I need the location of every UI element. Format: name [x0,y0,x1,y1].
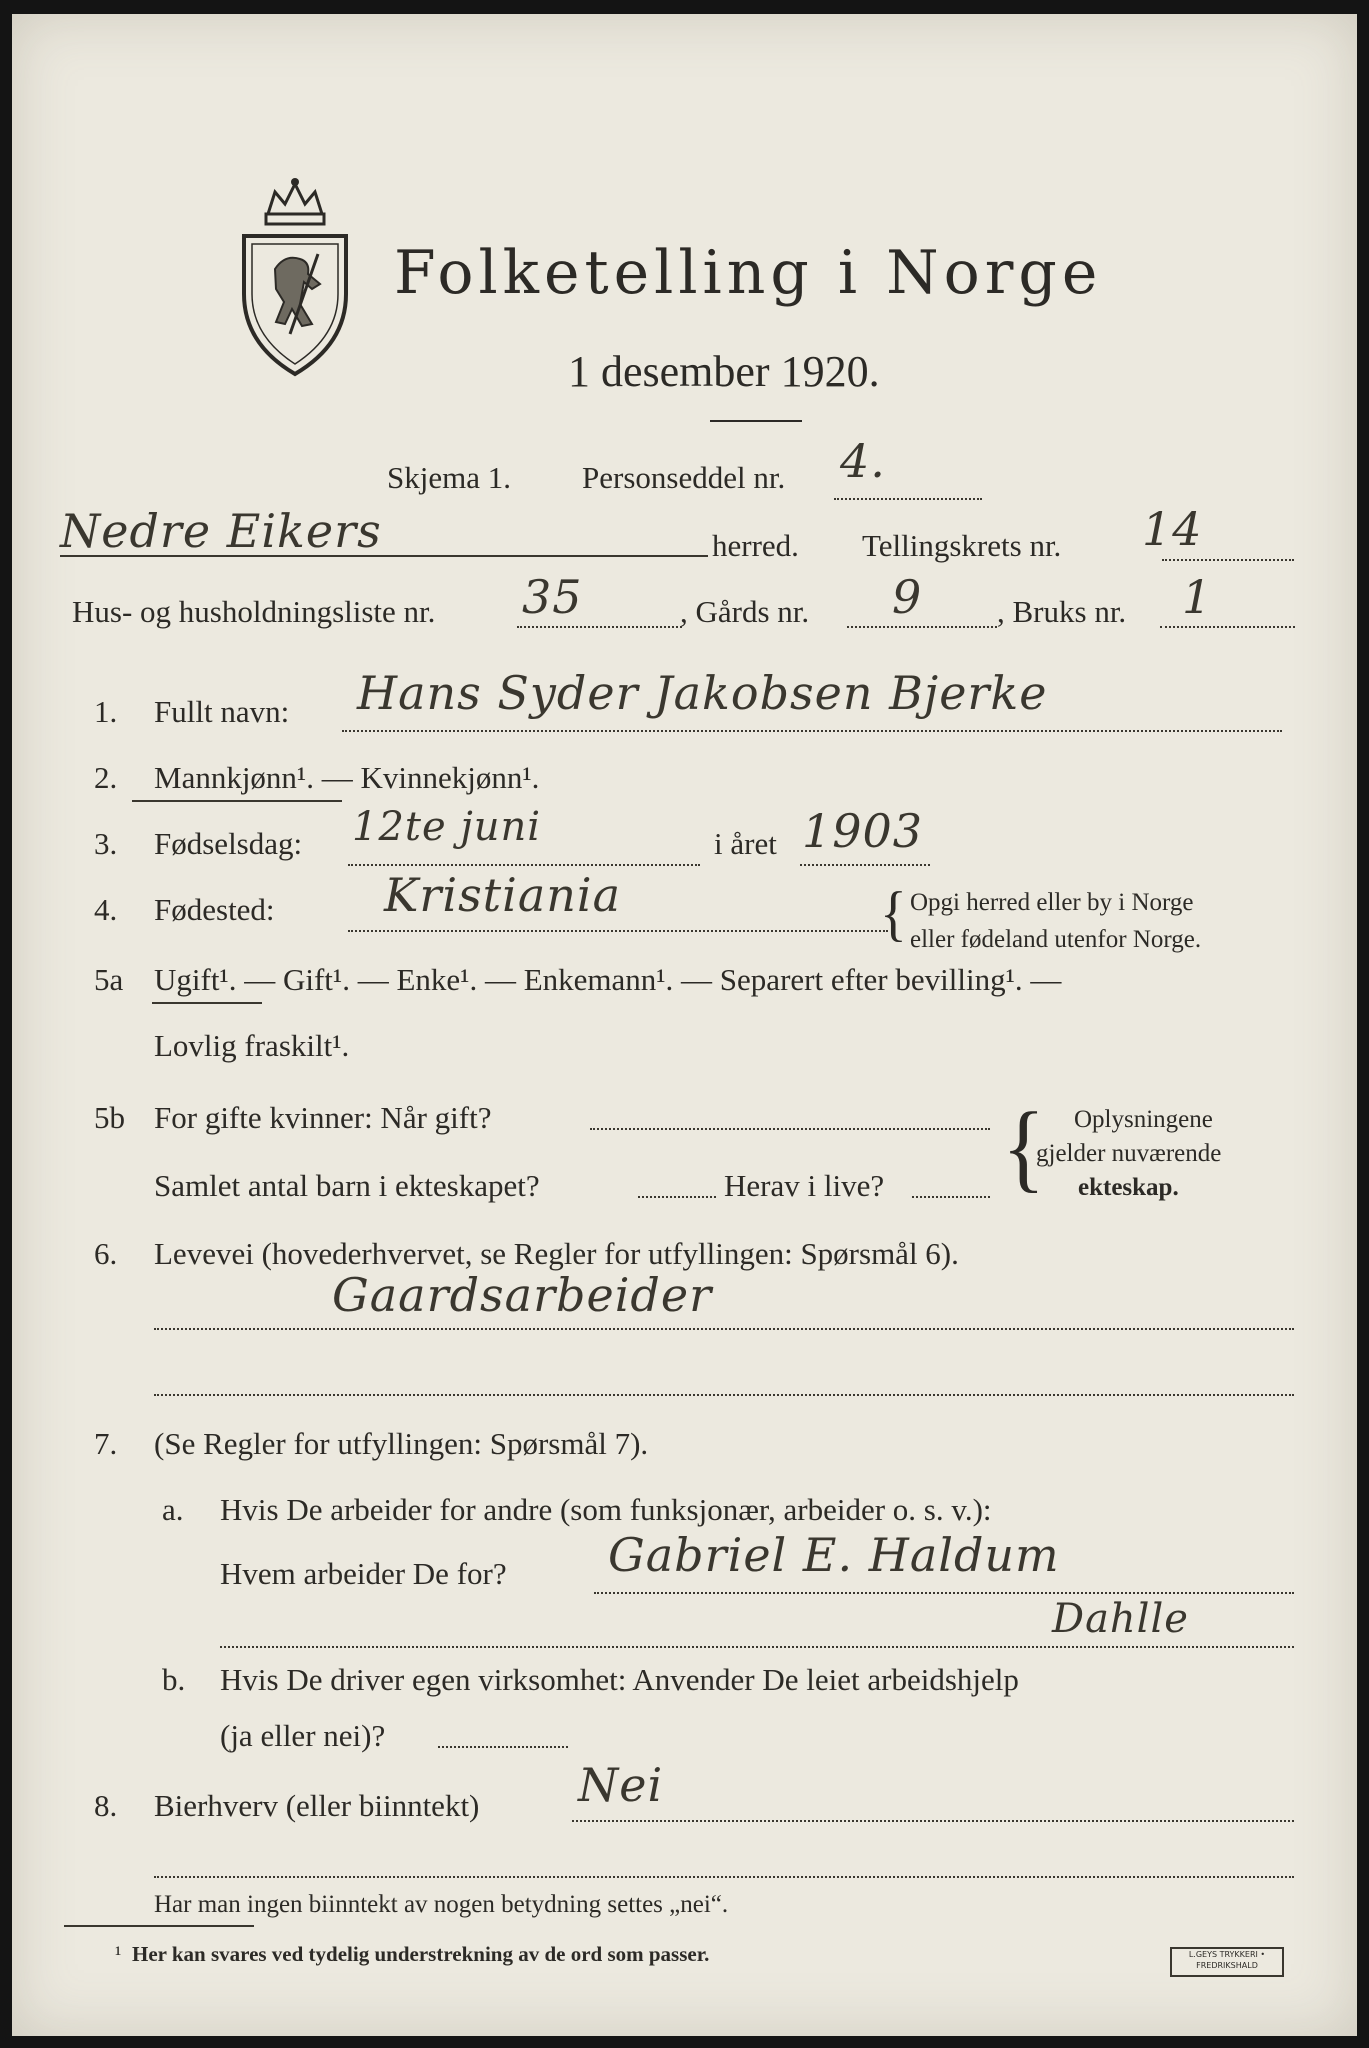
q8-line-1 [572,1820,1294,1822]
q7b-number: b. [162,1662,186,1697]
q5b-children-line [638,1196,716,1198]
bruks-value: 1 [1182,570,1213,624]
q5b-label-3: Herav i live? [724,1168,885,1203]
q1-line [342,730,1282,732]
footnote-text: Her kan svares ved tydelig understrekning av de ord som passer. [132,1942,710,1966]
q6-line-2 [154,1394,1294,1396]
q5b-note-1: Oplysningene [1074,1106,1213,1133]
tellingskrets-value: 14 [1142,502,1203,556]
title-divider [710,420,802,422]
census-form-page [12,14,1357,2036]
personseddel-value: 4. [840,434,886,488]
q7b-label: Hvis De driver egen virksomhet: Anvender De leiet arbeidshjelp [220,1662,1019,1697]
herred-line [60,555,708,557]
q6-number: 6. [94,1236,118,1271]
q5b-note-2: gjelder nuværende [1036,1140,1222,1167]
hus-label: Hus- og husholdningsliste nr. [72,594,436,629]
q5a-selection-underline [152,1002,262,1004]
q2-label: Mannkjønn¹. — Kvinnekjønn¹. [154,760,540,795]
q4-note-1: Opgi herred eller by i Norge [910,889,1194,916]
personseddel-line [834,498,982,500]
q5b-label-2: Samlet antal barn i ekteskapet? [154,1168,540,1203]
q5b-when-line [590,1128,990,1130]
bruks-line [1160,626,1295,628]
q4-label: Fødested: [154,892,275,927]
tellingskrets-line [1162,559,1294,561]
q7a-value-2: Dahlle [1052,1596,1189,1642]
q7b-label-2: (ja eller nei)? [220,1718,386,1753]
q4-line [348,930,888,932]
q4-value: Kristiania [384,868,622,922]
printer-stamp: L.GEYS TRYKKERI • FREDRIKSHALD [1170,1947,1284,1977]
q7-number: 7. [94,1426,118,1461]
q5a-number: 5a [94,962,124,997]
q6-line-1 [154,1328,1294,1330]
q8-value: Nei [578,1758,664,1812]
q5b-number: 5b [94,1100,125,1135]
gards-line [847,626,997,628]
footer-note: Har man ingen biinntekt av nogen betydning settes „nei“. [154,1891,729,1918]
personseddel-label: Personseddel nr. [582,460,786,495]
footnote-number: ¹ [115,1942,122,1966]
q3-year-label: i året [714,826,777,861]
q4-brace: { [880,879,907,949]
q5b-label: For gifte kvinner: Når gift? [154,1100,492,1135]
q7a-line-1 [594,1592,1294,1594]
tellingskrets-label: Tellingskrets nr. [862,528,1062,563]
q7b-line [438,1746,568,1748]
q5a-label: Ugift¹. — Gift¹. — Enke¹. — Enkemann¹. — Separert efter bevilling¹. — [154,962,1062,997]
q8-line-2 [154,1876,1294,1878]
q5b-brace: { [1002,1093,1046,1202]
q5b-alive-line [912,1196,990,1198]
q5b-note-3: ekteskap. [1078,1174,1179,1201]
q8-label: Bierhverv (eller biinntekt) [154,1788,480,1823]
q6-value: Gaardsarbeider [332,1268,713,1322]
q4-number: 4. [94,892,118,927]
form-date: 1 desember 1920. [568,347,880,396]
q3-line [348,864,700,866]
gards-label: , Gårds nr. [680,594,810,629]
q2-selection-underline [132,800,342,802]
q7a-number: a. [162,1492,184,1527]
q1-number: 1. [94,694,118,729]
q3-year-value: 1903 [802,804,924,858]
q3-value: 12te juni [352,804,542,850]
coat-of-arms-icon [230,174,360,384]
form-title: Folketelling i Norge [394,238,1103,308]
q3-label: Fødselsdag: [154,826,303,861]
q1-label: Fullt navn: [154,694,290,729]
q7a-label-2: Hvem arbeider De for? [220,1556,507,1591]
q7a-label: Hvis De arbeider for andre (som funksjonær, arbeider o. s. v.): [220,1492,992,1527]
gards-value: 9 [892,570,923,624]
q1-value: Hans Syder Jakobsen Bjerke [357,666,1048,720]
hus-value: 35 [522,570,583,624]
q2-number: 2. [94,760,118,795]
q5a-label-2: Lovlig fraskilt¹. [154,1028,350,1063]
q6-label: Levevei (hovederhvervet, se Regler for utfyllingen: Spørsmål 6). [154,1236,959,1271]
q4-note-2: eller fødeland utenfor Norge. [910,926,1202,953]
herred-value: Nedre Eikers [60,504,382,558]
bruks-label: , Bruks nr. [997,594,1127,629]
q7a-line-2 [220,1646,1294,1648]
q7a-value: Gabriel E. Haldum [608,1528,1060,1582]
skjema-label: Skjema 1. [387,460,511,495]
q3-number: 3. [94,826,118,861]
hus-line [517,626,682,628]
q8-number: 8. [94,1788,118,1823]
footnote-rule [64,1925,254,1927]
q7-label: (Se Regler for utfyllingen: Spørsmål 7). [154,1426,649,1461]
q3-year-line [800,864,930,866]
herred-label: herred. [712,528,799,563]
